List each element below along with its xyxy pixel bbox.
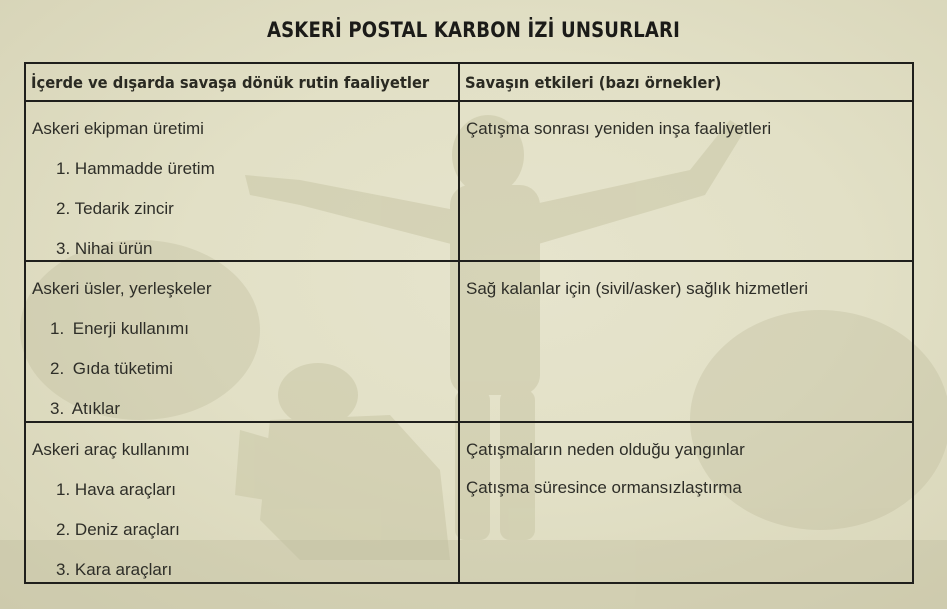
page-title: ASKERİ POSTAL KARBON İZİ UNSURLARI [266, 18, 681, 42]
list-item: 1. Enerji kullanımı [50, 319, 189, 338]
list-item: 1. Hava araçları [56, 480, 177, 499]
activity-title: Askeri üsler, yerleşkeler [32, 279, 212, 298]
effect-text: Çatışma süresince ormansızlaştırma [466, 478, 742, 497]
list-item: 2. Tedarik zincir [56, 199, 174, 218]
list-item: 3. Nihai ürün [56, 239, 153, 258]
effects-cell [459, 261, 913, 422]
activity-sub-list [26, 318, 458, 420]
list-item: 2. Deniz araçları [56, 520, 180, 539]
list-item: 3. Kara araçları [56, 560, 173, 579]
list-item: 2. Gıda tüketimi [50, 359, 173, 378]
effect-text: Çatışma sonrası yeniden inşa faaliyetleri [466, 119, 772, 138]
effects-cell [459, 101, 913, 261]
effect-text: Çatışmaların neden olduğu yangınlar [466, 440, 745, 459]
activity-cell [25, 101, 459, 261]
effect-text: Sağ kalanlar için (sivil/asker) sağlık hizmetleri [466, 279, 809, 298]
carbon-footprint-table [24, 62, 914, 584]
table-row [25, 101, 913, 261]
table-row [25, 261, 913, 422]
table-row [25, 422, 913, 583]
column-header-activities: İçerde ve dışarda savaşa dönük rutin faaliyetler [25, 63, 459, 101]
activity-sub-list [26, 479, 458, 581]
activity-sub-list [26, 158, 458, 260]
column-header-effects: Savaşın etkileri (bazı örnekler) [459, 63, 913, 101]
activity-cell [25, 422, 459, 583]
table-header-row [25, 63, 913, 101]
activity-title: Askeri araç kullanımı [32, 440, 190, 459]
effects-cell [459, 422, 913, 583]
list-item: 3. Atıklar [50, 399, 120, 418]
activity-title: Askeri ekipman üretimi [32, 119, 204, 138]
activity-cell [25, 261, 459, 422]
list-item: 1. Hammadde üretim [56, 159, 215, 178]
